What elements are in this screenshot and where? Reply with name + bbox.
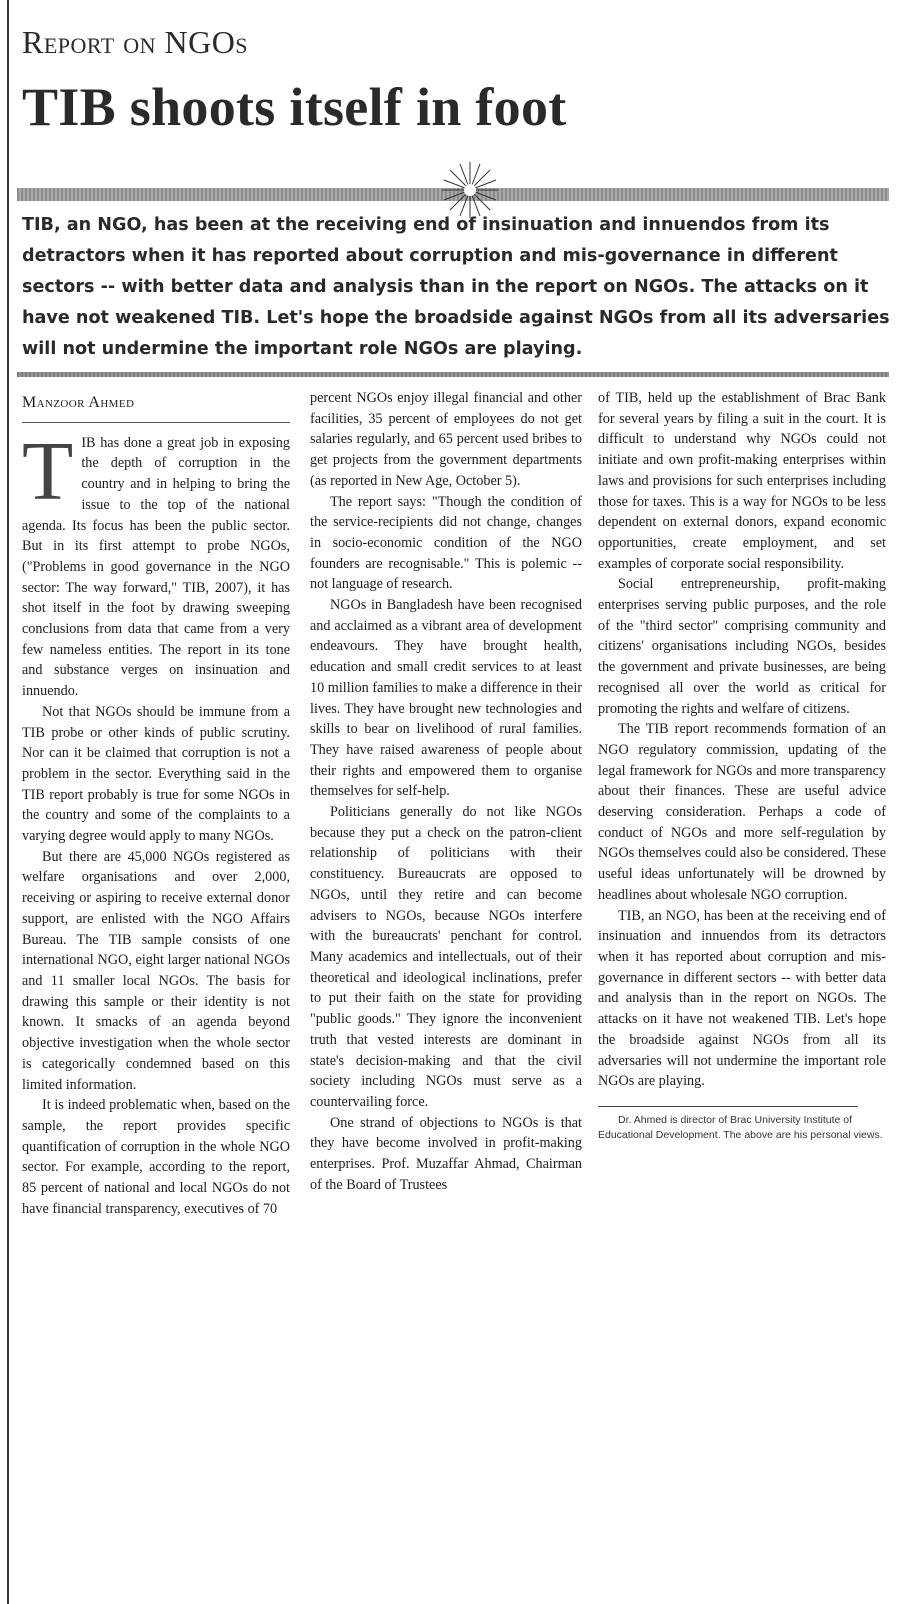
paragraph: The report says: "Though the condition of the service-recipients did not change, changes in socio-economic condition of the NGO founders are recognisable." This is polemic -- not language of research.	[310, 493, 582, 593]
paragraph: of TIB, held up the establishment of Brac Bank for several years by filing a suit in the court. It is difficult to understand why NGOs could not initiate and own profit-making enterprises within laws and provisions for such enterprises including those for taxes. This is a way for NGOs to be less dependent on external donors, expand economic opportunities, create employment, and set examples of corporate social responsibility.	[598, 390, 886, 572]
left-margin-rule	[7, 0, 9, 1604]
paragraph: Politicians generally do not like NGOs because they put a check on the patron-client relationship of politicians with their constituency. Bureaucrats are opposed to NGOs, until they retire and can become advisers to NGOs, because NGOs interfere with the bureaucrats' penchant for control. Many academics and intellectuals, out of their theoretical and ideological inclinations, prefer to put their faith on the state for providing "public goods." They ignore the inconvenient truth that vested interests are dominant in state's decision-making and that the civil society including NGOs must serve as a countervailing force.	[310, 804, 582, 1110]
paragraph: One strand of objections to NGOs is that they have become involved in profit-making enterprises. Prof. Muzaffar Ahmad, Chairman of the Board of Trustees	[310, 1114, 582, 1193]
paragraph: It is indeed problematic when, based on the sample, the report provides specific quantification of corruption in the whole NGO sector. For example, according to the report, 85 percent of national and local NGOs do not have financial transparency, executives of 70	[22, 1097, 290, 1217]
paragraph: percent NGOs enjoy illegal financial and other facilities, 35 percent of employees do not get salaries regularly, and 65 percent used bribes to get projects from the government departments (as reported in New Age, October 5).	[310, 390, 582, 489]
article-deck: TIB, an NGO, has been at the receiving end of insinuation and innuendos from its detractors when it has reported about corruption and mis-governance in different sectors -- with better data and analysis than in the report on NGOs. The attacks on it have not weakened TIB. Let's hope the broadside against NGOs from all its adversaries will not undermine the important role NGOs are playing.	[22, 215, 890, 359]
deck-divider-band	[17, 372, 889, 377]
paragraph-text: IB has done a great job in exposing the depth of corruption in the country and in helping to bring the issue to the top of the national agenda. Its focus has been the public sector. But in its first attempt to probe NGOs, ("Problems in good governance in the NGO sector: The way forward," TIB, 2007), it has shot itself in the foot by drawing sweeping conclusions from data that came from a very few nameless entities. The report in its tone and substance verges on insinuation and innuendo.	[22, 434, 290, 700]
paragraph: NGOs in Bangladesh have been recognised and acclaimed as a vibrant area of development endeavours. They have brought health, education and small credit services to at least 10 million families to make a difference in their lives. They have brought new technologies and skills to bear on livelihood of rural families. They have raised awareness of people about their rights and empowered them to organise themselves for self-help.	[310, 597, 582, 800]
footnote-divider	[598, 1106, 858, 1107]
paragraph: TIB, an NGO, has been at the receiving end of insinuation and innuendos from its detractors when it has reported about corruption and mis-governance in different sectors -- with better data and analysis than in the report on NGOs. The attacks on it have not weakened TIB. Let's hope the broadside against NGOs from all its adversaries will not undermine the important role NGOs are playing.	[598, 907, 886, 1090]
article-column-1	[22, 385, 290, 1219]
headline: TIB shoots itself in foot	[22, 77, 567, 137]
byline: Manzoor Ahmed	[22, 393, 290, 423]
paragraph	[22, 424, 290, 702]
article-column-3	[598, 388, 886, 1143]
article-column-2	[310, 388, 582, 1195]
paragraph: But there are 45,000 NGOs registered as welfare organisations and over 2,000, receiving or aspiring to receive external donor support, are enlisted with the NGO Affairs Bureau. The TIB sample consists of one international NGO, eight larger national NGOs and 11 smaller local NGOs. The basis for drawing this sample or their identity is not known. It smacks of an agenda beyond objective investigation when the whole sector is categorically condemned based on this limited information.	[22, 848, 290, 1093]
paragraph: The TIB report recommends formation of an NGO regulatory commission, updating of the legal framework for NGOs and more transparency about their finances. These are useful advice deserving consideration. Perhaps a code of conduct of NGOs and more self-regulation by NGOs themselves could also be considered. These useful ideas unfortunately will be drowned by headlines about wholesale NGO corruption.	[598, 721, 886, 903]
section-label: Report on NGOs	[22, 24, 249, 60]
drop-cap: T	[22, 424, 74, 518]
author-footnote: Dr. Ahmed is director of Brac University Institute of Educational Development. The above are his personal views.	[598, 1113, 883, 1141]
paragraph: Social entrepreneurship, profit-making enterprises serving public purposes, and the role of the "third sector" comprising community and citizens' organisations including NGOs, besides the government and private businesses, are being recognised all over the world as critical for promoting the rights and welfare of citizens.	[598, 576, 886, 717]
paragraph: Not that NGOs should be immune from a TIB probe or other kinds of public scrutiny. Nor can it be claimed that corruption is not a problem in the sector. Everything said in the TIB report probably is true for some NGOs in the country and some of the complaints to a varying degree would apply to many NGOs.	[22, 703, 290, 845]
